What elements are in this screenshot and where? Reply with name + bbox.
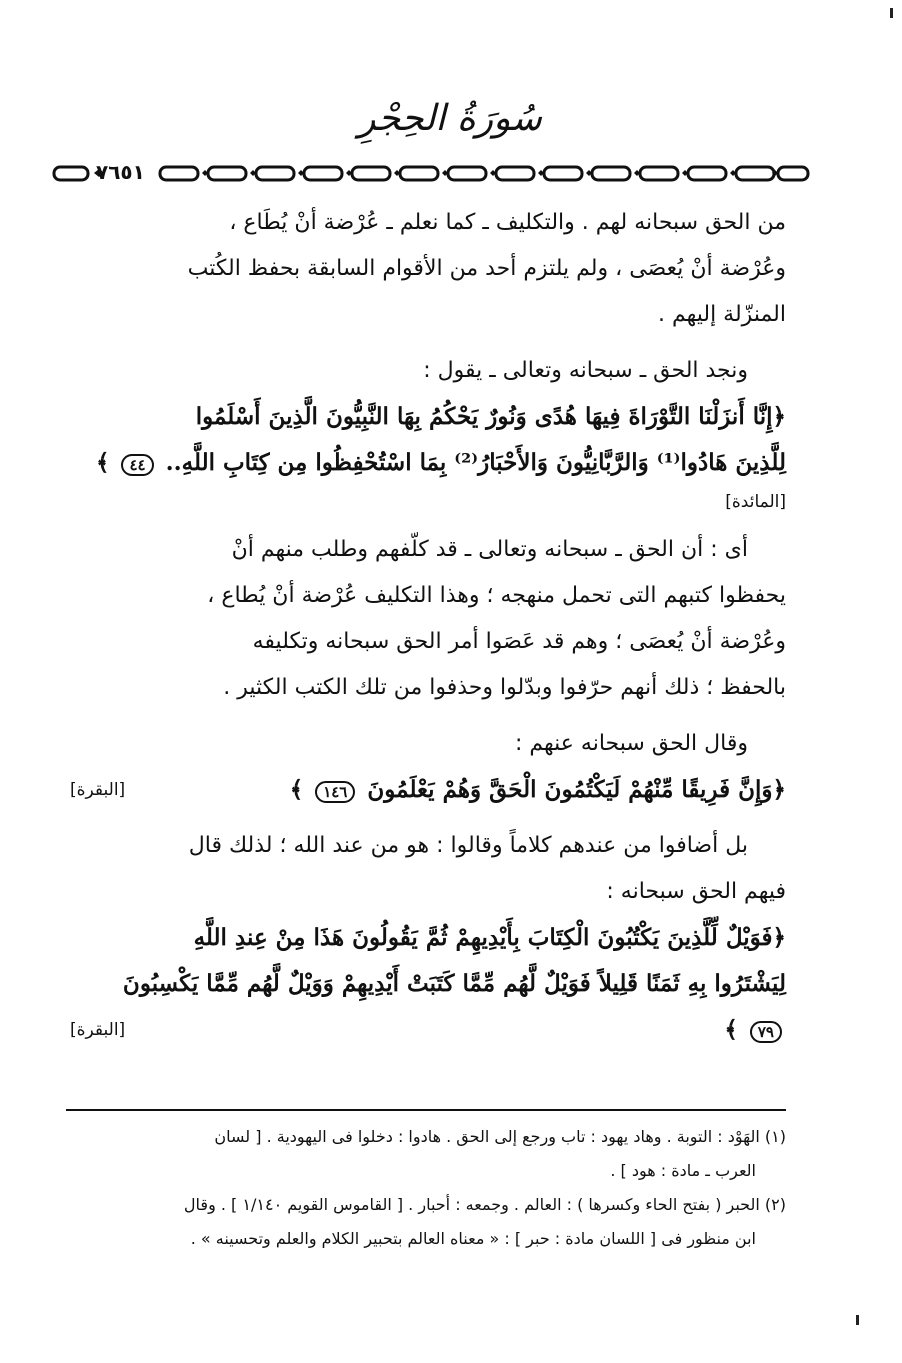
- verse-text: لِلَّذِينَ هَادُوا⁽¹⁾ وَالرَّبَّانِيُّونَ وَالأَحْبَارُ⁽²⁾ بِمَا اسْتُحْفِظُوا مِن كِتَابِ اللَّهِ..: [165, 449, 786, 476]
- paragraph-line: وعُرْضة أنْ يُعصَى ، ولم يلتزم أحد من الأقوام السابقة بحفظ الكُتب: [187, 256, 786, 281]
- scan-edge-mark: [890, 8, 893, 18]
- verse-close-ornament: ﴾: [95, 449, 110, 476]
- verse-line: [70, 767, 786, 813]
- paragraph-line: المنزّلة إليهم .: [657, 302, 786, 327]
- verse-close-ornament: ﴾: [289, 776, 304, 803]
- footnote-line: (١) الهَوْد : التوبة . وهاد يهود : تاب ورجع إلى الحق . هادوا : دخلوا فى اليهودية . [ لسان: [214, 1127, 786, 1146]
- verse-line: [70, 1007, 786, 1053]
- surah-reference: [البقرة]: [70, 1020, 126, 1040]
- paragraph-line: وقال الحق سبحانه عنهم :: [514, 731, 748, 756]
- footnote-line: ابن منظور فى [ اللسان مادة : حبر ] : « معناه العالم بتحبير الكلام والعلم وتحسينه » .: [190, 1229, 756, 1248]
- paragraph-line: أى : أن الحق ـ سبحانه وتعالى ـ قد كلّفهم وطلب منهم أنْ: [231, 537, 748, 562]
- footnote-divider: [66, 1109, 786, 1111]
- paragraph-line: من الحق سبحانه لهم . والتكليف ـ كما نعلم ـ عُرْضة أنْ يُطَاع ،: [229, 210, 786, 235]
- verse-line: ﴿فَوَيْلٌ لِّلَّذِينَ يَكْتُبُونَ الْكِتَابَ بِأَيْدِيهِمْ ثُمَّ يَقُولُونَ هَذَا مِنْ عِندِ اللَّهِ: [193, 924, 786, 951]
- main-text: [70, 200, 786, 1053]
- ayah-number: ٤٤: [121, 454, 153, 476]
- ayah-number: ١٤٦: [315, 781, 355, 803]
- verse-line: [70, 440, 786, 486]
- scan-edge-mark: [856, 1315, 859, 1325]
- footnotes: [66, 1122, 786, 1258]
- verse-line: ﴿إِنَّا أَنزَلْنَا التَّوْرَاةَ فِيهَا هُدًى وَنُورٌ يَحْكُمُ بِهَا النَّبِيُّونَ الَّذِينَ أَسْلَمُوا: [195, 403, 786, 430]
- ayah-number: ٧٩: [750, 1021, 782, 1043]
- footnote-line: (٢) الحبر ( بفتح الحاء وكسرها ) : العالم . وجمعه : أحبار . [ القاموس القويم ١/١٤٠ ] . وقال: [183, 1195, 786, 1214]
- ornamental-border: [50, 158, 812, 188]
- page-number: ٧٦٥١: [96, 160, 145, 184]
- paragraph-line: بل أضافوا من عندهم كلاماً وقالوا : هو من عند الله ؛ لذلك قال: [188, 833, 748, 858]
- surah-reference: [المائدة]: [725, 492, 786, 512]
- verse-close-ornament: ﴾: [724, 1016, 738, 1043]
- surah-reference: [البقرة]: [70, 780, 126, 800]
- paragraph-line: ونجد الحق ـ سبحانه وتعالى ـ يقول :: [423, 358, 748, 383]
- verse-line: لِيَشْتَرُوا بِهِ ثَمَنًا قَلِيلاً فَوَيْلٌ لَّهُم مِّمَّا كَتَبَتْ أَيْدِيهِمْ وَوَيْلٌ لَّهُم مِّمَّا يَكْسِبُونَ: [122, 970, 786, 997]
- verse-text: ﴿وَإِنَّ فَرِيقًا مِّنْهُمْ لَيَكْتُمُونَ الْحَقَّ وَهُمْ يَعْلَمُونَ: [367, 776, 786, 803]
- paragraph-line: يحفظوا كتبهم التى تحمل منهجه ؛ وهذا التكليف عُرْضة أنْ يُطاع ،: [207, 583, 786, 608]
- paragraph-line: وعُرْضة أنْ يُعصَى ؛ وهم قد عَصَوا أمر الحق سبحانه وتكليفه: [252, 629, 786, 654]
- reference-line: [70, 486, 786, 517]
- footnote-line: العرب ـ مادة : هود ] .: [610, 1161, 756, 1180]
- paragraph-line: بالحفظ ؛ ذلك أنهم حرّفوا وبدّلوا وحذفوا من تلك الكتب الكثير .: [223, 675, 786, 700]
- paragraph-line: فيهم الحق سبحانه :: [606, 879, 786, 904]
- surah-title: سُورَةُ الحِجْرِ: [358, 98, 542, 139]
